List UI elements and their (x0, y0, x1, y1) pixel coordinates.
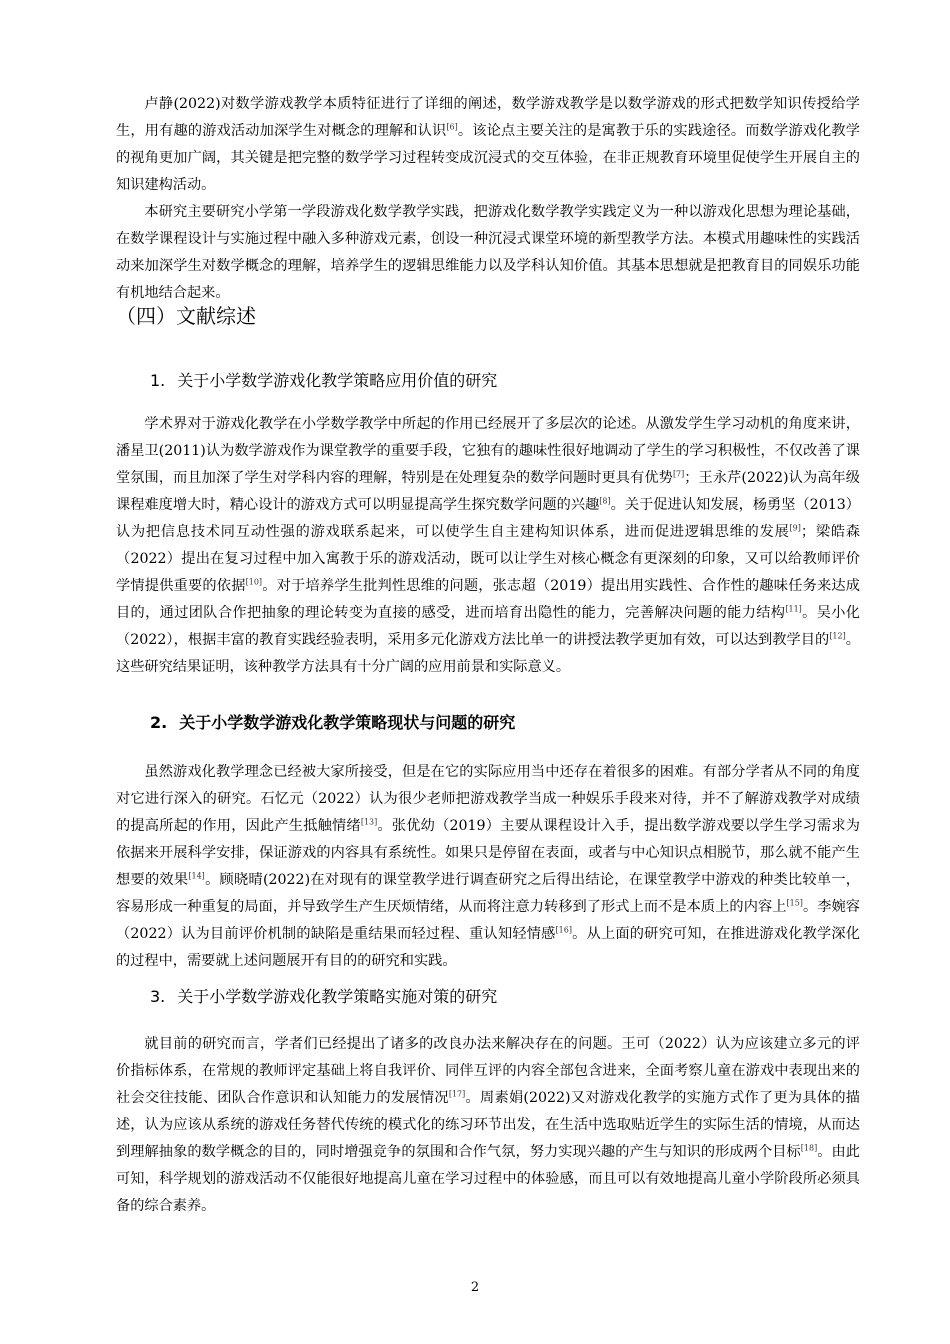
citation: [15] (786, 898, 803, 908)
paragraph-text: 。吴小化（2022），根据丰富的教育实践经验表明，采用多元化游戏方法比单一的讲授法教学更加有效，可以达到教学目的 (116, 605, 860, 648)
citation: [6] (446, 122, 458, 132)
heading-text: 关于小学数学游戏化教学策略现状与问题的研究 (179, 713, 516, 732)
paragraph-text: ；王永芹(2022)认为高年级课程难度增大时，精心设计的游戏方式可以明显提高学生探究数学问题的兴趣 (116, 470, 860, 513)
citation: [11] (785, 604, 802, 614)
sub1-block (116, 411, 860, 681)
citation: [18] (800, 1143, 818, 1153)
paragraph-text: 。从上面的研究可知，在推进游戏化教学深化的过程中，需要就上述问题展开有目的的研究和实践。 (116, 926, 860, 969)
citation: [7] (672, 469, 685, 479)
paragraph-text: 。周素娟(2022)又对游戏化教学的实施方式作了更为具体的描述，认为应该从系统的游戏任务替代传统的模式化的练习环节出发，在生活中选取贴近学生的实际生活的情境，从而达到理解抽象的数学概念的目的，同时增强竞争的氛围和合作气氛，努力实现兴趣的产生与知识的形成两个目标 (116, 1090, 860, 1160)
paragraph (116, 759, 860, 975)
paragraph-text: 学术界对于游戏化教学在小学数学教学中所起的作用已经展开了多层次的论述。从激发学生学习动机的角度来讲，潘星卫(2011)认为数学游戏作为课堂教学的重要手段，它独有的趣味性很好地调动了学生的学习积极性，不仅改善了课堂氛围，而且加深了学生对学科内容的理解，特别是在处理复杂的数学问题时更具有优势 (116, 416, 860, 486)
paragraph-text: 。对于培养学生批判性思维的问题，张志超（2019）提出用实践性、合作性的趣味任务来达成目的，通过团队合作把抽象的理论转变为直接的感受，进而培育出隐性的能力，完善解决问题的能力结构 (116, 578, 860, 621)
paragraph-text: 。李婉容（2022）认为目前评价机制的缺陷是重结果而轻过程、重认知轻情感 (116, 899, 860, 942)
heading-text: 关于小学数学游戏化教学策略实施对策的研究 (177, 987, 498, 1006)
subsection-heading (150, 369, 497, 393)
citation: [10] (245, 577, 263, 587)
citation: [9] (789, 523, 801, 533)
paragraph (116, 91, 860, 199)
paragraph-text: 就目前的研究而言，学者们已经提出了诸多的改良办法来解决存在的问题。王可（2022）认为应该建立多元的评价指标体系，在常规的教师评定基础上将自我评价、同伴互评的内容全部包含进来，全面考察儿童在游戏中表现出来的社会交往技能、团队合作意识和认知能力的发展情况 (116, 1036, 860, 1106)
paragraph (116, 199, 860, 307)
paragraph-text: 卢静(2022)对数学游戏教学本质特征进行了详细的阐述，数学游戏教学是以数学游戏的形式把数学知识传授给学生，用有趣的游戏活动加深学生对概念的理解和认识 (116, 96, 860, 139)
section-heading: （四）文献综述 (116, 304, 256, 328)
heading-number: 3. (150, 987, 166, 1006)
paragraph-text: 本研究主要研究小学第一学段游戏化数学教学实践，把游戏化数学教学实践定义为一种以游戏化思想为理论基础，在数学课程设计与实施过程中融入多种游戏元素，创设一种沉浸式课堂环境的新型教学方法。本模式用趣味性的实践活动来加深学生对数学概念的理解，培养学生的逻辑思维能力以及学科认知价值。其基本思想就是把教育目的同娱乐功能有机地结合起来。 (116, 204, 860, 301)
paragraph-text: 。顾晓晴(2022)在对现有的课堂教学进行调查研究之后得出结论，在课堂教学中游戏的种类比较单一，容易形成一种重复的局面，并导致学生产生厌烦情绪，从而将注意力转移到了形式上而不是本质上的内容上 (116, 872, 860, 915)
heading-number: 1. (150, 371, 166, 390)
paragraph-text: 。该论点主要关注的是寓教于乐的实践途径。而数学游戏化教学的视角更加广阔，其关键是把完整的数学学习过程转变成沉浸式的交互体验，在非正规教育环境里促使学生开展自主的知识建构活动。 (116, 123, 860, 193)
paragraph-text: 。由此可知，科学规划的游戏活动不仅能很好地提高儿童在学习过程中的体验感，而且可以有效地提高儿童小学阶段所必须具备的综合素养。 (116, 1144, 860, 1214)
subsection-heading (150, 711, 515, 735)
intro-block (116, 91, 860, 307)
page-number: 2 (470, 1280, 480, 1295)
citation: [8] (599, 496, 611, 506)
citation: [12] (829, 631, 846, 641)
subsection-heading (150, 985, 497, 1009)
sub3-block (116, 1031, 860, 1220)
paragraph-text: ；梁皓森（2022）提出在复习过程中加入寓教于乐的游戏活动，既可以让学生对核心概念有更深刻的印象，又可以给教师评价学情提供重要的依据 (116, 524, 860, 594)
citation: [16] (555, 925, 572, 935)
sub2-block (116, 759, 860, 975)
citation: [17] (448, 1089, 466, 1099)
citation: [14] (188, 871, 205, 881)
heading-number: 2. (150, 713, 168, 732)
paragraph-text: 。这些研究结果证明，该种教学方法具有十分广阔的应用前景和实际意义。 (116, 632, 860, 675)
paragraph (116, 411, 860, 681)
heading-text: 关于小学数学游戏化教学策略应用价值的研究 (177, 371, 498, 390)
paragraph (116, 1031, 860, 1220)
paragraph-text: 。关于促进认知发展，杨勇坚（2013）认为把信息技术同互动性强的游戏联系起来，可以使学生自主建构知识体系，进而促进逻辑思维的发展 (116, 497, 860, 540)
citation: [13] (360, 817, 378, 827)
paragraph-text: 。张优幼（2019）主要从课程设计入手，提出数学游戏要以学生学习需求为依据来开展科学安排，保证游戏的内容具有系统性。如果只是停留在表面，或者与中心知识点相脱节，那么就不能产生想要的效果 (116, 818, 860, 888)
paragraph-text: 虽然游戏化教学理念已经被大家所接受，但是在它的实际应用当中还存在着很多的困难。有部分学者从不同的角度对它进行深入的研究。石忆元（2022）认为很少老师把游戏教学当成一种娱乐手段来对待，并不了解游戏教学对成绩的提高所起的作用，因此产生抵触情绪 (116, 764, 860, 834)
